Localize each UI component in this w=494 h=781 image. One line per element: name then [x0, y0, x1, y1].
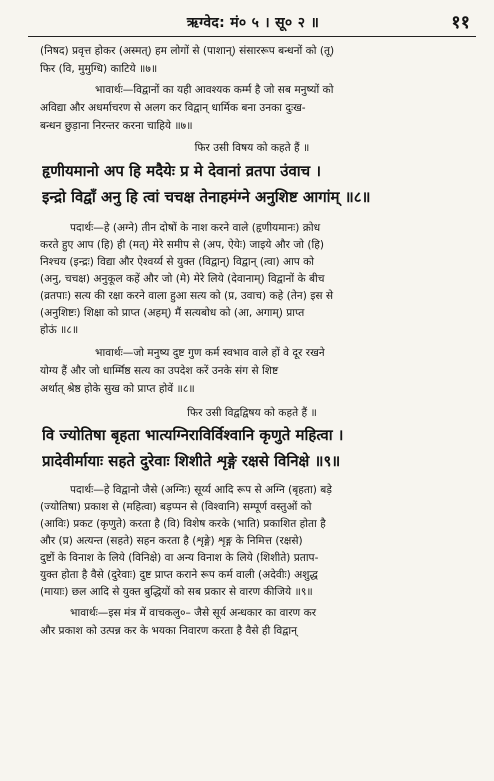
- padartha-line: निश्चय (इन्द्रः) विद्या और ऐश्वर्य्य से युक्त (विद्वान्) विद्वान् (त्वा) आप को: [40, 256, 315, 268]
- header-rule: [28, 36, 476, 37]
- section-heading: फिर उसी विद्वद्विषय को कहते हैं ॥: [187, 407, 317, 419]
- padartha-line: (ज्योतिषा) प्रकाश से (महित्वा) बड़प्पन से (विश्वानि) सम्पूर्ण वस्तुओं को: [40, 501, 312, 513]
- mantra-line: हृणीयमानो अप हि मदैयेः प्र मे देवानां व्रतपा उंवाच ।: [42, 162, 322, 180]
- bhavartha-line: भावार्थः—जो मनुष्य दुष्ट गुण कर्म स्वभाव वाले हों वे दूर रखने: [95, 347, 325, 359]
- bhavartha-line: भावार्थः—इस मंत्र में वाचकलु०– जैसे सूर्य अन्धकार का वारण कर: [70, 607, 317, 619]
- bhavartha-line: अर्थात् श्रेष्ठ होके सुख को प्राप्त होवें ॥८॥: [40, 383, 195, 395]
- commentary-line: भावार्थः—विद्वानों का यही आवश्यक कर्म्म है जो सब मनुष्यों को: [95, 84, 334, 96]
- text-line: (निषद) प्रवृत्त होकर (अस्मत्) हम लोगों से (पाशान्) संसाररूप बन्धनों को (तू): [40, 45, 335, 57]
- commentary-line: अविद्या और अधर्माचरण से अलग कर विद्वान् धार्मिक बना उनका दुःख-: [40, 102, 306, 114]
- padartha-line: होऊं ॥८॥: [40, 324, 79, 336]
- mantra-line: वि ज्योतिषा बृहता भात्यग्निराविर्विश्वानि कृणुते महित्वा ।: [42, 426, 344, 444]
- commentary-line: बन्धन छुड़ाना निरन्तर करना चाहिये ॥७॥: [40, 120, 193, 132]
- padartha-line: (अनुशिष्टः) शिक्षा को प्राप्त (अहम्) मैं सत्यबोध को (आ, अगाम्) प्राप्त: [40, 307, 305, 319]
- running-title: ऋग्वेद: मं० ५ । सू० २ ॥: [186, 14, 320, 31]
- padartha-line: (आविः) प्रकट (कृणुते) करता है (वि) विशेष करके (भाति) प्रकाशित होता है: [40, 518, 326, 530]
- bhavartha-line: योग्य हैं और जो धार्म्मिष्ठ सत्य का उपदेश करें उनके संग से शिष्ट: [40, 365, 279, 377]
- padartha-line: दुष्टों के विनाश के लिये (विनिक्षे) वा अन्य विनाश के लिये (शिशीते) प्रताप-: [40, 552, 319, 564]
- text-line: फिर (वि, मुमुग्धि) काटिये ॥७॥: [40, 63, 158, 75]
- page-number: ११: [451, 12, 470, 33]
- padartha-line: (अनु, चचक्ष) अनुकूल कहें और जो (मे) मेरे लिये (देवानाम्) विद्वानों के बीच: [40, 273, 325, 285]
- padartha-line: पदार्थः—हे (अग्ने) तीन दोषों के नाश करने वाले (हृणीयमानः) क्रोध: [70, 222, 321, 234]
- mantra-line: प्रादेवीर्मायाः सहते दुरेवाः शिशीते शृङ्गे रक्षसे विनिक्षे ॥९॥: [42, 452, 341, 470]
- mantra-line: इन्द्रो विद्वाँ अनु हि त्वां चचक्ष तेनाहमंग्ने अनुशिष्ट आगांम् ॥८॥: [42, 188, 371, 206]
- bhavartha-line: और प्रकाश को उत्पन्न कर के भयका निवारण करता है वैसे ही विद्वान्: [40, 625, 297, 637]
- padartha-line: (मायाः) छल आदि से युक्त बुद्धियों को सब प्रकार से वारण कीजिये ॥९॥: [40, 586, 313, 598]
- padartha-line: (व्रतपाः) सत्य की रक्षा करने वाला हुआ सत्य को (प्र, उवाच) कहे (तेन) इस से: [40, 290, 334, 302]
- section-heading: फिर उसी विषय को कहते हैं ॥: [194, 142, 310, 154]
- running-header: [30, 8, 476, 36]
- padartha-line: पदार्थः—हे विद्वानो जैसे (अग्निः) सूर्य्य आदि रूप से अग्नि (बृहता) बड़े: [70, 484, 332, 496]
- padartha-line: युक्त होता है वैसे (दुरेवाः) दुष्ट प्राप्त कराने रूप कर्म वाली (अदेवीः) अशुद्ध: [40, 569, 318, 581]
- padartha-line: और (प्र) अत्यन्त (सहते) सहन करता है (शृङ्गे) शृङ्ग के निमित्त (रक्षसे): [40, 535, 303, 547]
- padartha-line: करते हुए आप (हि) ही (मत्) मेरे समीप से (अप, ऐयेः) जाइये और जो (हि): [40, 239, 324, 251]
